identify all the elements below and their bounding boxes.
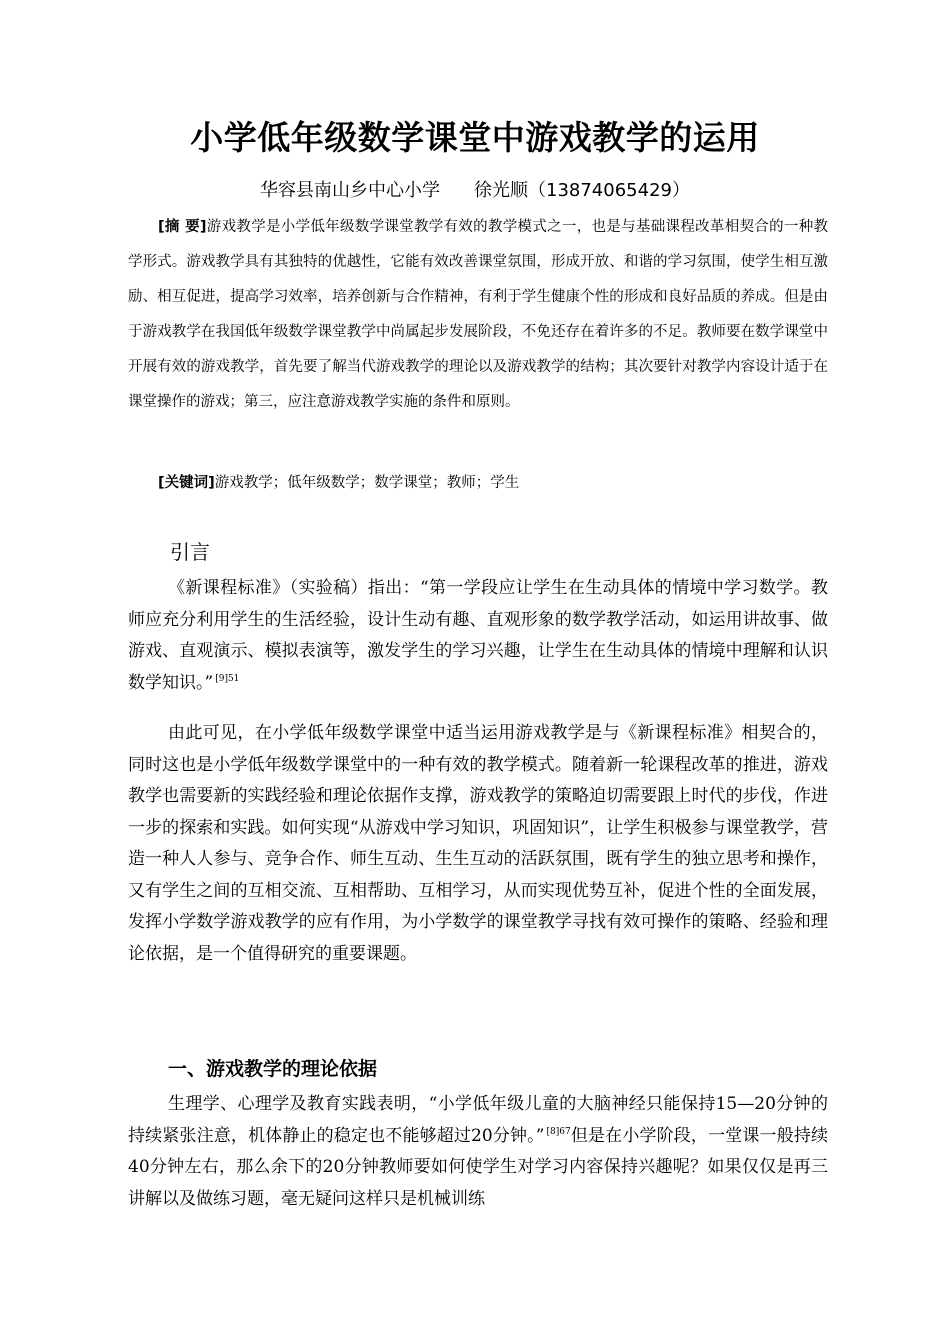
section-1-paragraph-1 [128, 1089, 828, 1215]
author-line [0, 176, 950, 206]
author-school: 华容县南山乡中心小学 [260, 180, 440, 201]
author-name: 徐光顺（13874065429） [474, 180, 690, 201]
keywords-label: [关键词] [158, 475, 215, 491]
citation: [9]51 [215, 673, 240, 684]
keywords [128, 466, 828, 501]
intro-heading: 引言 [170, 540, 210, 564]
intro-paragraph-1-text: 《新课程标准》（实验稿）指出：“第一学段应让学生在生动具体的情境中学习数学。教师应充分利用学生的生活经验，设计生动有趣、直观形象的数学教学活动，如运用讲故事、做游戏、直观演示、模拟表演等，激发学生的学习兴趣，让学生在生动具体的情境中理解和认识数学知识。” [128, 578, 828, 693]
section-1-heading: 一、游戏教学的理论依据 [168, 1058, 378, 1080]
abstract-label: [摘 要] [158, 219, 207, 235]
intro-paragraph-2: 由此可见，在小学低年级数学课堂中适当运用游戏教学是与《新课程标准》相契合的，同时这也是小学低年级数学课堂中的一种有效的教学模式。随着新一轮课程改革的推进，游戏教学也需要新的实践经验和理论依据作支撑，游戏教学的策略迫切需要跟上时代的步伐，作进一步的探索和实践。如何实现“从游戏中学习知识，巩固知识”，让学生积极参与课堂教学，营造一种人人参与、竞争合作、师生互动、生生互动的活跃氛围，既有学生的独立思考和操作，又有学生之间的互相交流、互相帮助、互相学习，从而实现优势互补，促进个性的全面发展，发挥小学数学游戏教学的应有作用，为小学数学的课堂教学寻找有效可操作的策略、经验和理论依据，是一个值得研究的重要课题。 [128, 723, 828, 964]
document-title: 小学低年级数学课堂中游戏教学的运用 [190, 118, 760, 157]
section-1-text-before: 生理学、心理学及教育实践表明，“小学低年级儿童的大脑神经只能保持15—20分钟的持续紧张注意，机体静止的稳定也不能够超过20分钟。” [128, 1094, 828, 1146]
keywords-text: 游戏教学；低年级数学；数学课堂；教师；学生 [214, 475, 520, 491]
section-1-text-after: 但是在小学阶段，一堂课一般持续40分钟左右，那么余下的20分钟教师要如何使学生对学习内容保持兴趣呢？如果仅仅是再三讲解以及做练习题，毫无疑问这样只是机械训练 [128, 1125, 828, 1209]
intro-paragraph-1 [128, 573, 828, 699]
citation: [8]67 [546, 1126, 571, 1137]
abstract-text: 游戏教学是小学低年级数学课堂教学有效的教学模式之一，也是与基础课程改革相契合的一种教学形式。游戏教学具有其独特的优越性，它能有效改善课堂氛围，形成开放、和谐的学习氛围，使学生相互激励、相互促进，提高学习效率，培养创新与合作精神，有利于学生健康个性的形成和良好品质的养成。但是由于游戏教学在我国低年级数学课堂教学中尚属起步发展阶段，不免还存在着许多的不足。教师要在数学课堂中开展有效的游戏教学，首先要了解当代游戏教学的理论以及游戏教学的结构；其次要针对教学内容设计适于在课堂操作的游戏；第三，应注意游戏教学实施的条件和原则。 [128, 219, 828, 410]
abstract [128, 210, 828, 420]
